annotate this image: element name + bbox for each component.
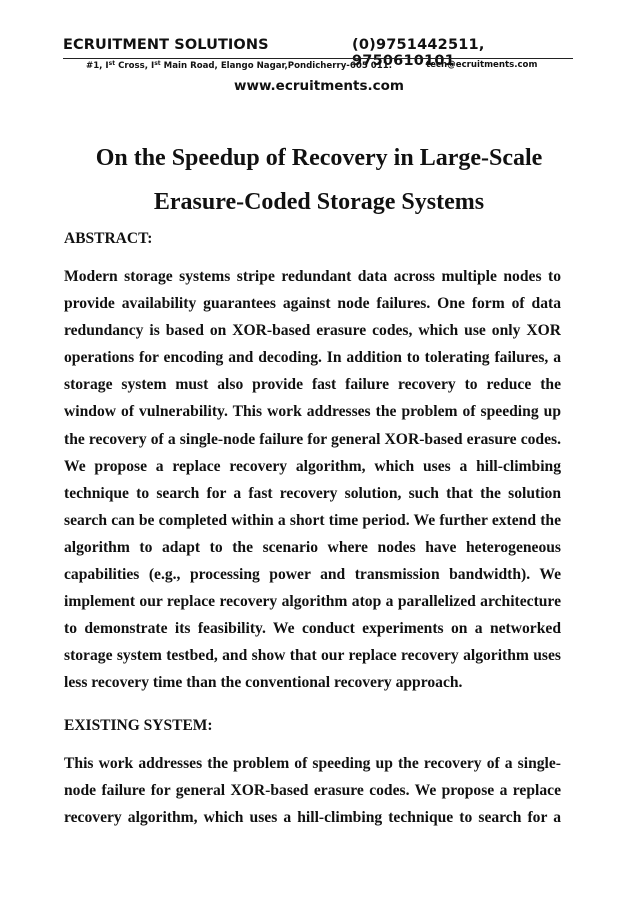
text-line: algorithm to adapt to the scenario where nodes have heterogeneous: [64, 538, 561, 556]
title-line-2: Erasure-Coded Storage Systems: [153, 189, 485, 215]
text-line: Modern storage systems stripe redundant data across multiple nodes to: [64, 268, 561, 285]
text-line: search can be completed within a short time period. We further extend the: [64, 511, 561, 529]
abstract-paragraph: [64, 263, 561, 697]
letterhead-rule: [63, 58, 573, 59]
text-line: capabilities (e.g., processing power and transmission bandwidth). We: [64, 566, 561, 584]
text-line: This work addresses the problem of speeding up the recovery of a single-: [64, 755, 561, 772]
paper-title: [60, 136, 578, 224]
text-line: node failure for general XOR-based erasure codes. We propose a replace: [64, 782, 561, 800]
abstract-heading: ABSTRACT:: [64, 230, 153, 247]
text-line: technique to search for a fast recovery solution, such that the solution: [64, 484, 561, 502]
company-name: ECRUITMENT SOLUTIONS: [63, 37, 269, 53]
text-line: the recovery of a single-node failure for general XOR-based erasure codes.: [64, 430, 561, 448]
existing-system-heading: EXISTING SYSTEM:: [64, 717, 213, 734]
text-line: redundancy is based on XOR-based erasure codes, which use only XOR: [64, 322, 561, 340]
text-line: window of vulnerability. This work addresses the problem of speeding up: [64, 403, 561, 421]
text-line: implement our replace recovery algorithm atop a parallelized architecture: [64, 593, 561, 611]
text-line: storage system testbed, and show that our replace recovery algorithm uses: [64, 647, 561, 665]
text-line: operations for encoding and decoding. In addition to tolerating failures, a: [64, 349, 561, 367]
title-line-1: On the Speedup of Recovery in Large-Scale: [95, 145, 543, 171]
text-line: less recovery time than the conventional recovery approach.: [64, 674, 463, 692]
text-line: We propose a replace recovery algorithm, which uses a hill-climbing: [64, 457, 561, 475]
contact-email: tech@ecruitments.com: [426, 60, 538, 70]
text-line: to demonstrate its feasibility. We conduct experiments on a networked: [64, 620, 561, 638]
text-line: recovery algorithm, which uses a hill-climbing technique to search for a: [64, 809, 561, 827]
website-url: www.ecruitments.com: [234, 78, 404, 94]
letterhead-contact-line: [86, 60, 556, 76]
company-address: #1, Ist Cross, Ist Main Road, Elango Nagar,Pondicherry-605 011.: [86, 60, 393, 71]
text-line: storage system must also provide fast failure recovery to reduce the: [64, 376, 561, 394]
phone-numbers: (0)9751442511, 9750610101: [352, 37, 485, 69]
text-line: provide availability guarantees against node failures. One form of data: [64, 295, 561, 313]
existing-system-paragraph: [64, 750, 561, 831]
